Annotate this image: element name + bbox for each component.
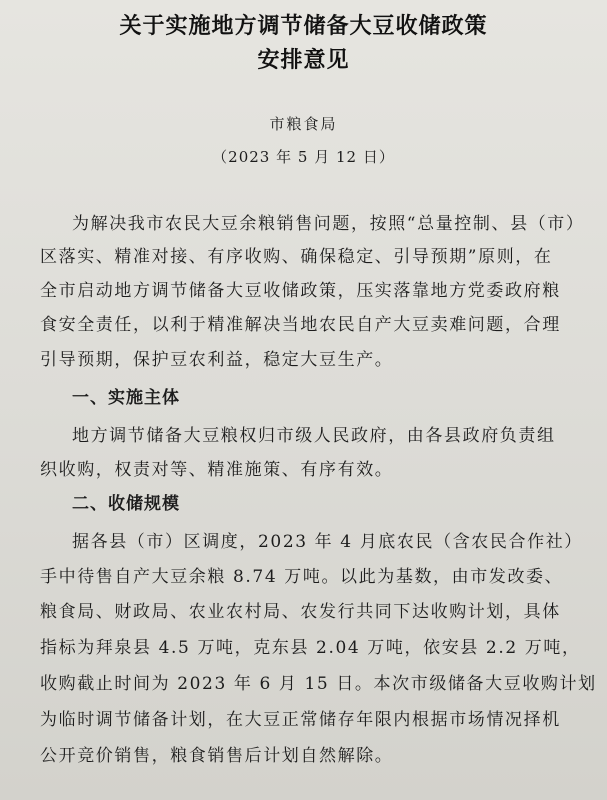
paragraph-1-line-3: 全市启动地方调节储备大豆收储政策，压实落靠地方党委政府粮: [40, 281, 561, 301]
paragraph-3-line-2: 手中待售自产大豆余粮 8.74 万吨。以此为基数，由市发改委、: [40, 567, 564, 587]
paragraph-2-line-1: 地方调节储备大豆粮权归市级人民政府，由各县政府负责组: [72, 426, 556, 446]
section-heading-2: 二、收储规模: [72, 494, 180, 514]
paragraph-3-line-5: 收购截止时间为 2023 年 6 月 15 日。本次市级储备大豆收购计划: [40, 674, 597, 694]
document-title: [0, 10, 607, 78]
title-line-2: 安排意见: [257, 48, 350, 73]
paragraph-3-line-7: 公开竞价销售，粮食销售后计划自然解除。: [40, 746, 394, 766]
paragraph-1-line-5: 引导预期，保护豆农利益，稳定大豆生产。: [40, 350, 394, 370]
paragraph-1-line-4: 食安全责任，以利于精准解决当地农民自产大豆卖难问题，合理: [40, 315, 561, 335]
section-heading-1: 一、实施主体: [72, 388, 180, 408]
paragraph-1-line-2: 区落实、精准对接、有序收购、确保稳定、引导预期”原则，在: [40, 247, 553, 267]
issuer: 市粮食局: [269, 115, 338, 133]
paragraph-3-line-6: 为临时调节储备计划，在大豆正常储存年限内根据市场情况择机: [40, 710, 561, 730]
paragraph-3-line-3: 粮食局、财政局、农业农村局、农发行共同下达收购计划，具体: [40, 602, 561, 622]
title-line-1: 关于实施地方调节储备大豆收储政策: [119, 14, 488, 39]
paragraph-2-line-2: 织收购，权责对等、精准施策、有序有效。: [40, 460, 394, 480]
paragraph-1-line-1: 为解决我市农民大豆余粮销售问题，按照“总量控制、县（市）: [72, 214, 585, 234]
paragraph-3-line-4: 指标为拜泉县 4.5 万吨，克东县 2.04 万吨，依安县 2.2 万吨，: [40, 638, 581, 658]
issue-date: （2023 年 5 月 12 日）: [212, 148, 395, 166]
paragraph-3-line-1: 据各县（市）区调度，2023 年 4 月底农民（含农民合作社）: [72, 532, 583, 552]
